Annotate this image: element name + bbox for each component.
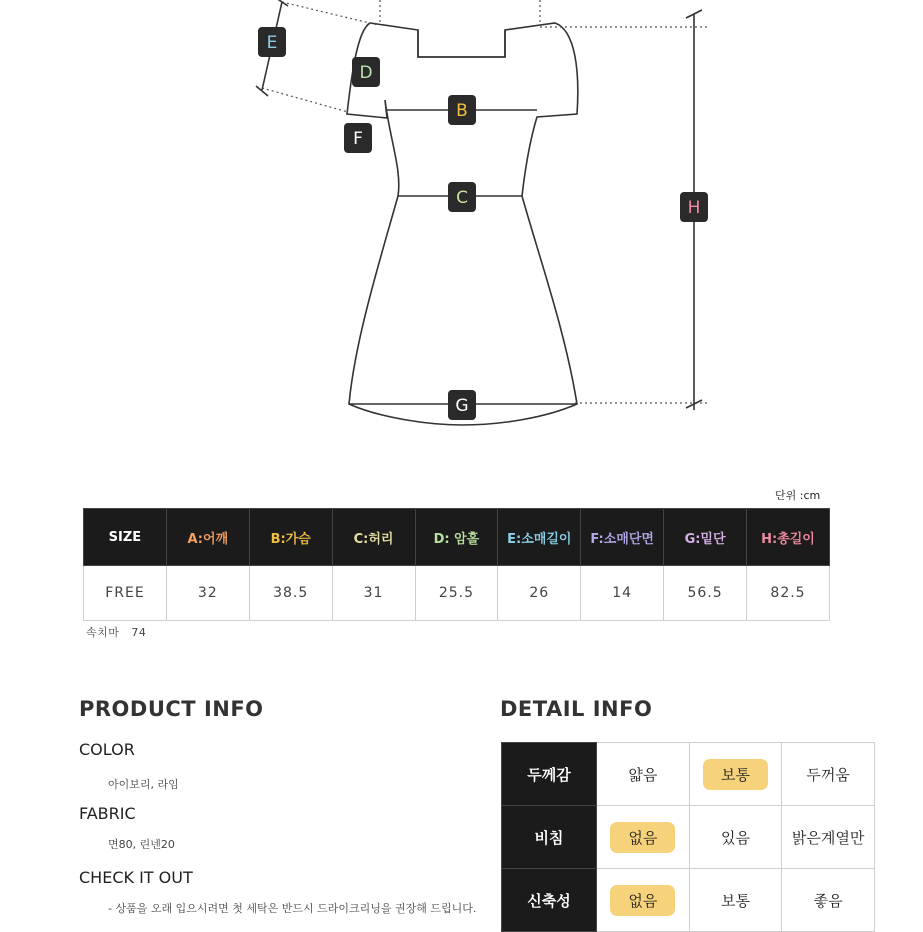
svg-text:F: F (353, 129, 363, 149)
svg-text:B: B (456, 101, 468, 121)
label-h (680, 192, 708, 222)
size-cell: 25.5 (415, 566, 498, 621)
detail-row (502, 869, 875, 932)
size-header-cell: G:밑단 (664, 509, 747, 566)
detail-option: 있음 (689, 806, 782, 869)
size-header-cell: E:소매길이 (498, 509, 581, 566)
size-header-cell: SIZE (84, 509, 167, 566)
size-header-cell: A:어깨 (166, 509, 249, 566)
size-header-cell: F:소매단면 (581, 509, 664, 566)
size-cell: 31 (332, 566, 415, 621)
check-value: - 상품을 오래 입으시려면 첫 세탁은 반드시 드라이크리닝을 권장해 드립니다. (108, 902, 477, 915)
svg-text:G: G (455, 396, 469, 416)
unit-label: 단위 :cm (775, 489, 821, 502)
label-c (448, 182, 476, 212)
label-g (448, 390, 476, 420)
size-cell: 14 (581, 566, 664, 621)
label-e (258, 27, 286, 57)
size-cell: FREE (84, 566, 167, 621)
detail-option: 보통 (689, 869, 782, 932)
svg-text:C: C (456, 188, 468, 208)
check-label: CHECK IT OUT (79, 868, 193, 887)
size-table-header (84, 509, 830, 566)
svg-text:H: H (687, 198, 701, 218)
svg-text:D: D (359, 63, 373, 83)
detail-option: 보통 (689, 743, 782, 806)
detail-option: 얇음 (597, 743, 690, 806)
detail-option: 없음 (597, 869, 690, 932)
size-cell: 32 (166, 566, 249, 621)
slip-length-note: 속치마 74 (86, 626, 147, 639)
detail-row-head: 비침 (502, 806, 597, 869)
detail-info-title: DETAIL INFO (500, 697, 653, 721)
size-cell: 26 (498, 566, 581, 621)
size-cell: 56.5 (664, 566, 747, 621)
label-d (352, 57, 380, 87)
dress-outline (347, 23, 578, 425)
detail-row (502, 743, 875, 806)
detail-row-head: 신축성 (502, 869, 597, 932)
size-header-cell: D: 암홀 (415, 509, 498, 566)
size-header-cell: H:총길이 (747, 509, 830, 566)
size-header-cell: C:허리 (332, 509, 415, 566)
detail-option: 좋음 (782, 869, 875, 932)
detail-row (502, 806, 875, 869)
color-value: 아이보리, 라임 (108, 778, 179, 791)
size-table-row (84, 566, 830, 621)
product-info-title: PRODUCT INFO (79, 697, 264, 721)
svg-text:E: E (266, 33, 278, 53)
size-cell: 82.5 (747, 566, 830, 621)
size-header-cell: B:가슴 (249, 509, 332, 566)
detail-option: 두꺼움 (782, 743, 875, 806)
label-f (344, 123, 372, 153)
size-table (83, 508, 830, 621)
label-b (448, 95, 476, 125)
fabric-value: 면80, 린넨20 (108, 838, 175, 851)
detail-table (501, 742, 875, 932)
detail-option: 밝은계열만 (782, 806, 875, 869)
detail-row-head: 두께감 (502, 743, 597, 806)
fabric-label: FABRIC (79, 804, 136, 823)
color-label: COLOR (79, 740, 135, 759)
detail-option: 없음 (597, 806, 690, 869)
size-cell: 38.5 (249, 566, 332, 621)
